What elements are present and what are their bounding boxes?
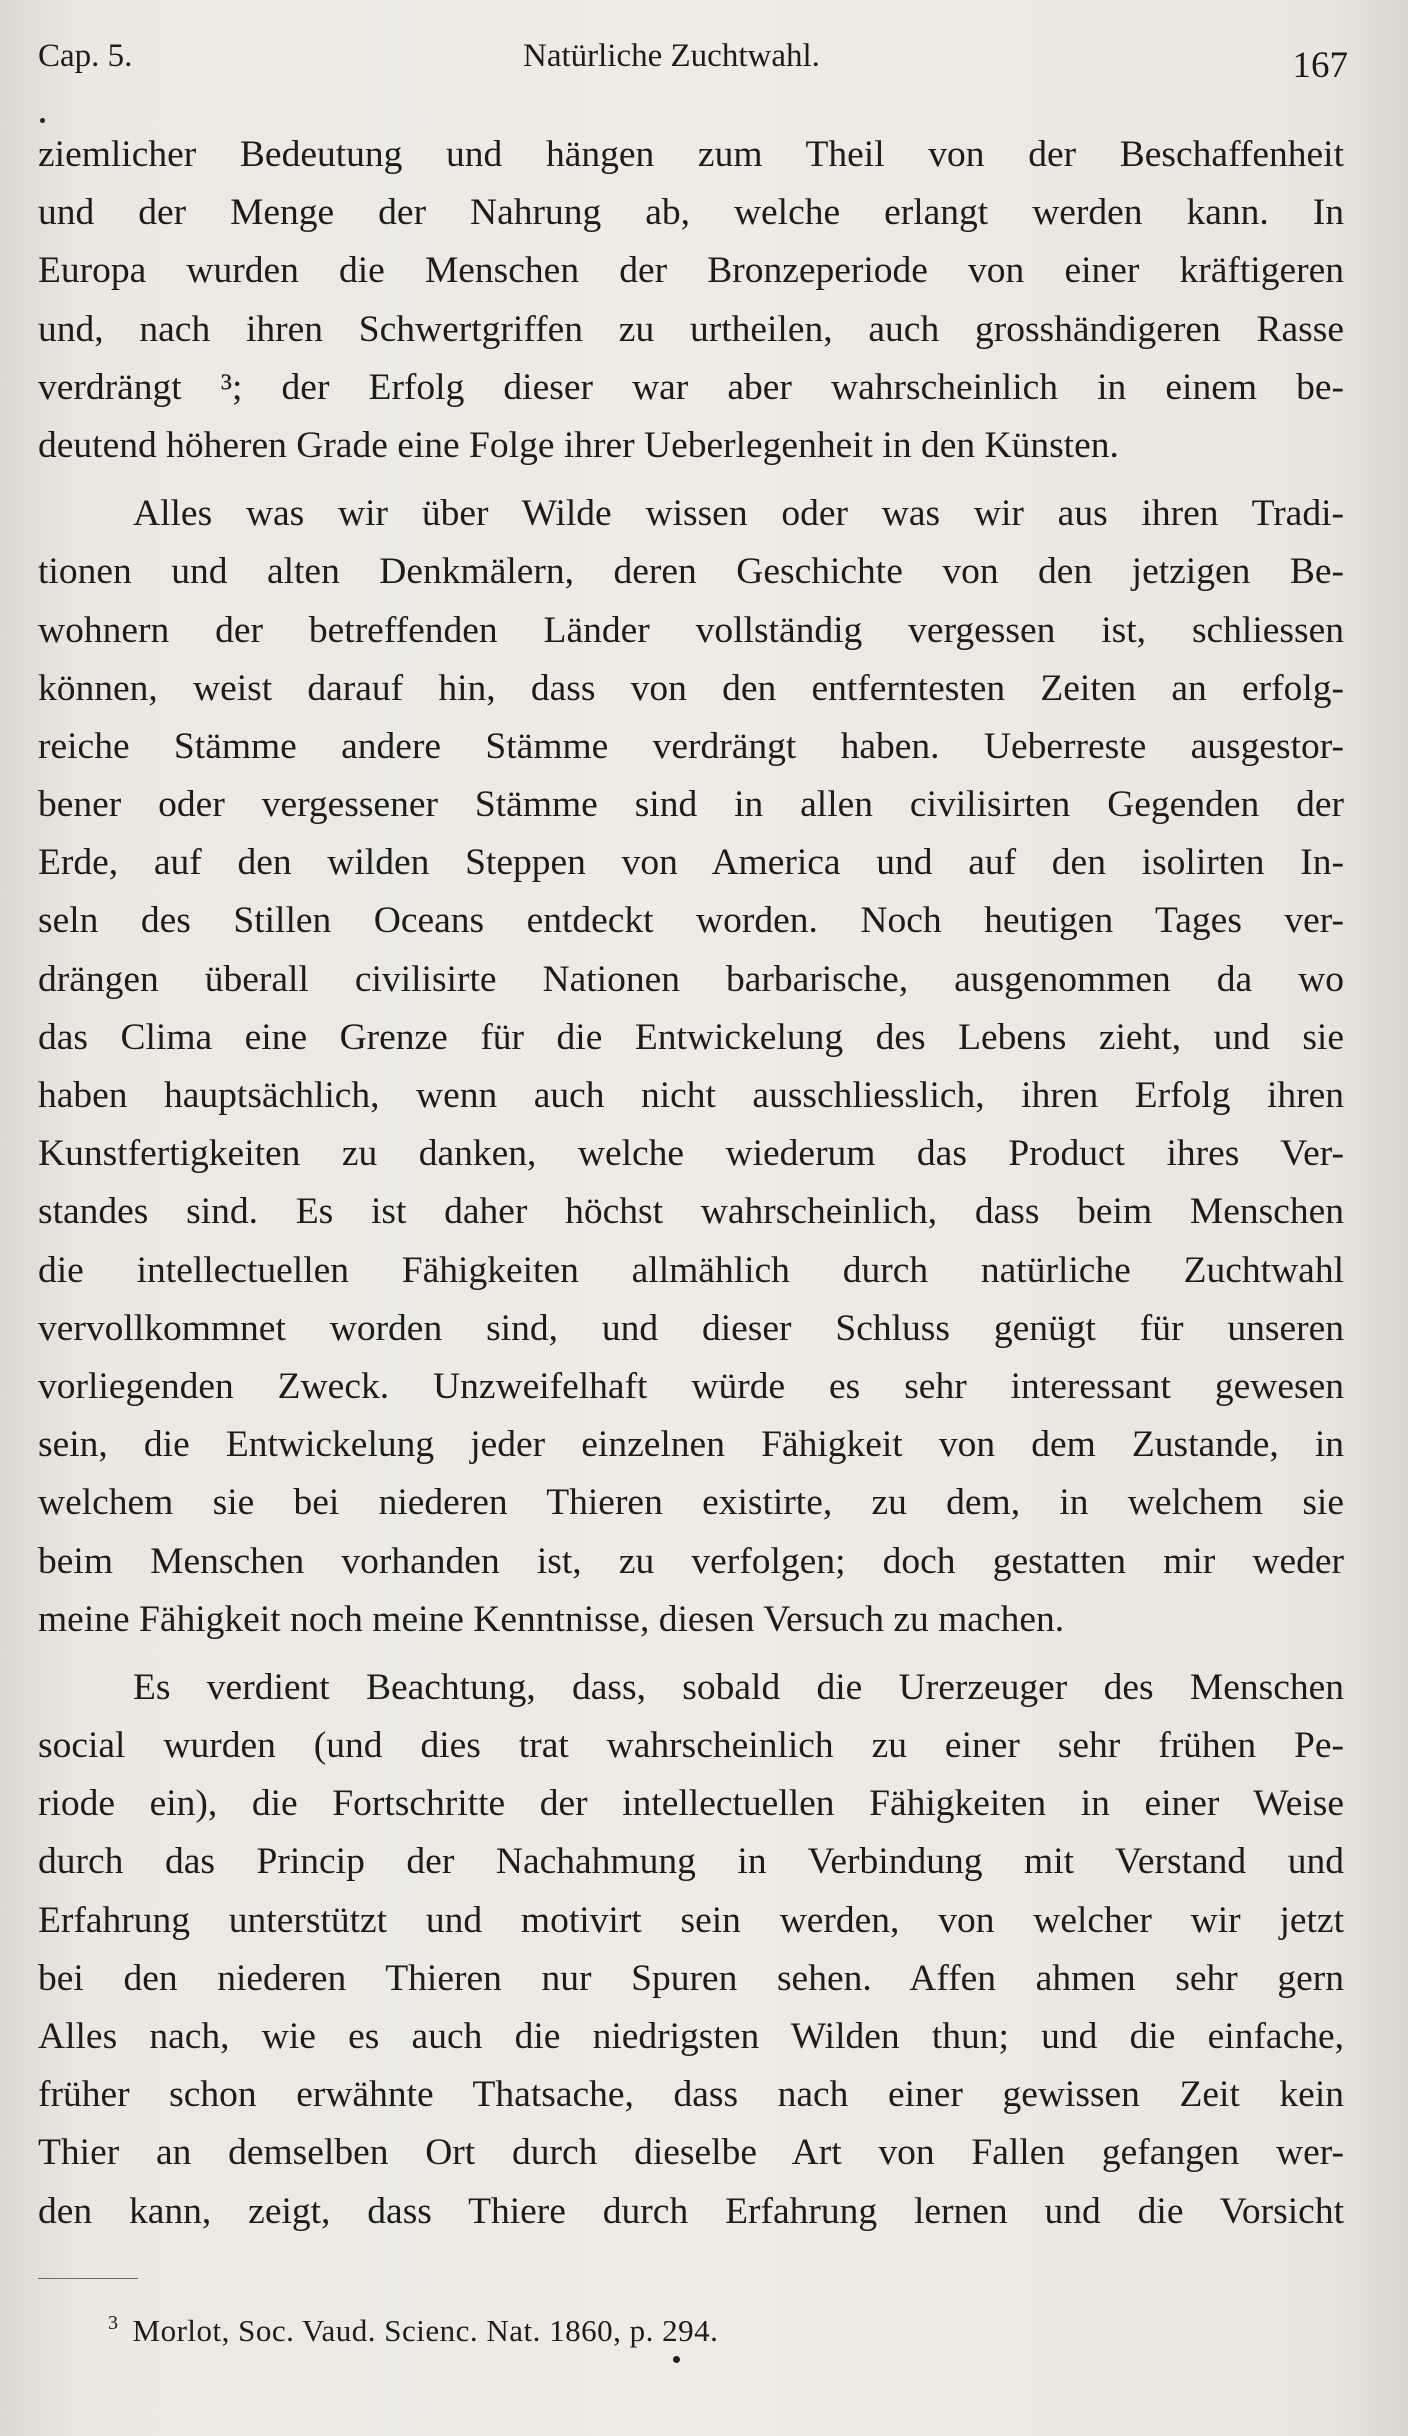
body-text	[38, 126, 1344, 2241]
text-line: verdrängt ³; der Erfolg dieser war aber wahrscheinlich in einem be-	[38, 366, 1344, 408]
chapter-label: Cap. 5.	[38, 38, 133, 74]
text-line: Erde, auf den wilden Steppen von America und auf den isolirten In-	[38, 842, 1344, 884]
paragraph	[38, 485, 1344, 1649]
text-line: deutend höheren Grade eine Folge ihrer Ueberlegenheit in den Künsten.	[38, 424, 1119, 466]
text-line: haben hauptsächlich, wenn auch nicht ausschliesslich, ihren Erfolg ihren	[38, 1075, 1344, 1116]
text-line: Alles nach, wie es auch die niedrigsten Wilden thun; und die einfache,	[38, 2016, 1344, 2057]
text-line: tionen und alten Denkmälern, deren Geschichte von den jetzigen Be-	[38, 551, 1344, 593]
text-line: Kunstfertigkeiten zu danken, welche wiederum das Product ihres Ver-	[38, 1133, 1344, 1175]
footnote-text: Morlot, Soc. Vaud. Scienc. Nat. 1860, p. 294.	[132, 2313, 719, 2348]
footnote-number: 3	[108, 2312, 119, 2334]
paragraph	[38, 1659, 1344, 2241]
text-line: standes sind. Es ist daher höchst wahrscheinlich, dass beim Menschen	[38, 1191, 1344, 1233]
paragraph	[38, 126, 1344, 475]
text-line: vorliegenden Zweck. Unzweifelhaft würde es sehr interessant gewesen	[38, 1365, 1344, 1407]
text-line: vervollkommnet worden sind, und dieser Schluss genügt für unseren	[38, 1307, 1344, 1349]
margin-dot-mark	[40, 118, 45, 123]
text-line: drängen überall civilisirte Nationen barbarische, ausgenommen da wo	[38, 958, 1344, 1000]
signature-dot-mark	[673, 2356, 680, 2363]
text-line: die intellectuellen Fähigkeiten allmählich durch natürliche Zuchtwahl	[38, 1249, 1344, 1291]
text-line: bener oder vergessener Stämme sind in allen civilisirten Gegenden der	[38, 784, 1344, 826]
text-line: und, nach ihren Schwertgriffen zu urtheilen, auch grosshändigeren Rasse	[38, 308, 1344, 350]
page-number: 167	[1292, 45, 1348, 86]
text-line: Erfahrung unterstützt und motivirt sein werden, von welcher wir jetzt	[38, 1899, 1344, 1941]
text-line: sein, die Entwickelung jeder einzelnen Fähigkeit von dem Zustande, in	[38, 1424, 1344, 1466]
text-line: Es verdient Beachtung, dass, sobald die Urerzeuger des Menschen	[133, 1666, 1344, 1708]
text-line: reiche Stämme andere Stämme verdrängt haben. Ueberreste ausgestor-	[38, 725, 1344, 767]
text-line: welchem sie bei niederen Thieren existirte, zu dem, in welchem sie	[38, 1482, 1344, 1524]
text-line: können, weist darauf hin, dass von den entferntesten Zeiten an erfolg-	[38, 667, 1344, 709]
text-line: riode ein), die Fortschritte der intellectuellen Fähigkeiten in einer Weise	[38, 1783, 1344, 1825]
text-line: bei den niederen Thieren nur Spuren sehen. Affen ahmen sehr gern	[38, 1957, 1344, 1999]
text-line: Alles was wir über Wilde wissen oder was wir aus ihren Tradi-	[133, 493, 1344, 535]
text-line: den kann, zeigt, dass Thiere durch Erfahrung lernen und die Vorsicht	[38, 2190, 1344, 2232]
text-line: und der Menge der Nahrung ab, welche erlangt werden kann. In	[38, 192, 1344, 234]
text-line: Europa wurden die Menschen der Bronzeperiode von einer kräftigeren	[38, 250, 1344, 292]
text-line: Thier an demselben Ort durch dieselbe Art von Fallen gefangen wer-	[38, 2132, 1344, 2174]
text-line: social wurden (und dies trat wahrscheinlich zu einer sehr frühen Pe-	[38, 1725, 1344, 1767]
running-header	[38, 34, 1348, 94]
text-line: früher schon erwähnte Thatsache, dass nach einer gewissen Zeit kein	[38, 2074, 1344, 2116]
text-line: das Clima eine Grenze für die Entwickelung des Lebens zieht, und sie	[38, 1016, 1344, 1058]
text-line: seln des Stillen Oceans entdeckt worden. Noch heutigen Tages ver-	[38, 900, 1344, 942]
text-line: meine Fähigkeit noch meine Kenntnisse, diesen Versuch zu machen.	[38, 1598, 1065, 1640]
text-line: wohnern der betreffenden Länder vollständig vergessen ist, schliessen	[38, 609, 1344, 651]
running-title: Natürliche Zuchtwahl.	[523, 38, 820, 74]
text-line: durch das Princip der Nachahmung in Verbindung mit Verstand und	[38, 1841, 1344, 1883]
footnote-rule	[38, 2278, 138, 2279]
text-line: beim Menschen vorhanden ist, zu verfolgen; doch gestatten mir weder	[38, 1540, 1344, 1582]
text-line: ziemlicher Bedeutung und hängen zum Theil von der Beschaffenheit	[38, 134, 1344, 175]
footnote	[108, 2312, 718, 2349]
